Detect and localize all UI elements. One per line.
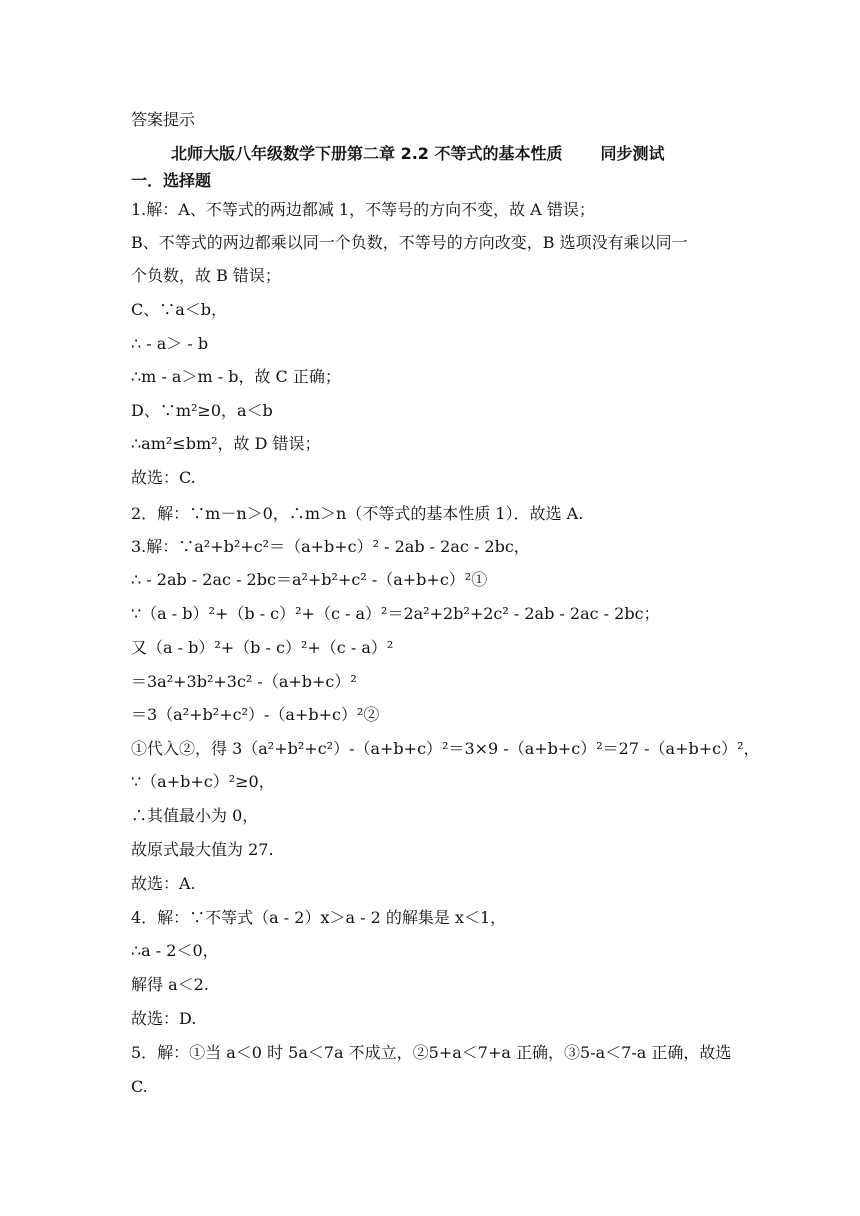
answer-line: 又（a - b）²+（b - c）²+（c - a）² [131,638,394,657]
answer-line: ∵（a - b）²+（b - c）²+（c - a）²＝2a²+2b²+2c² - 2ab - 2ac - 2bc； [131,604,660,623]
answer-line: ∴a - 2＜0， [131,941,219,960]
answer-line: 故原式最大值为 27. [131,840,274,859]
answer-line: D、∵m²≥0，a＜b [131,401,273,420]
answer-line: 故选：C. [131,468,196,487]
answer-line: ∴ - a＞ - b [131,334,209,353]
answer-line: 个负数，故 B 错误； [131,266,281,285]
answer-line: 2．解：∵m－n＞0，∴m＞n（不等式的基本性质 1）．故选 A. [131,504,584,523]
answer-line: 故选：D. [131,1009,197,1028]
answer-line: 故选：A. [131,874,196,893]
answer-line: C、∵a＜b， [131,300,228,319]
answer-line: ＝3（a²+b²+c²）-（a+b+c）²② [131,705,380,724]
answer-line: ∴其值最小为 0， [131,806,259,825]
answer-line: 5．解：①当 a＜0 时 5a＜7a 不成立，②5+a＜7+a 正确，③5-a＜7-a 正确，故选 [131,1043,732,1062]
title-tail: 同步测试 [600,144,665,163]
answer-line: 解得 a＜2. [131,975,209,994]
answer-line: 1.解：A、不等式的两边都减 1，不等号的方向不变，故 A 错误； [131,200,595,219]
answer-line: B、不等式的两边都乘以同一个负数，不等号的方向改变，B 选项没有乘以同一 [131,233,688,252]
section-heading: 一．选择题 [131,171,212,190]
answer-line: ∵（a+b+c）²≥0， [131,772,275,791]
answer-line: ＝3a²+3b²+3c² -（a+b+c）² [131,672,357,691]
answer-line: ①代入②，得 3（a²+b²+c²）-（a+b+c）²＝3×9 -（a+b+c）²＝27 -（a+b+c）²， [131,739,760,758]
answer-line: ∴m - a＞m - b，故 C 正确； [131,367,341,386]
answer-line: ∴am²≤bm²，故 D 错误； [131,434,321,453]
answer-line: C. [131,1077,148,1096]
title-main: 北师大版八年级数学下册第二章 2.2 不等式的基本性质 [171,144,563,163]
answer-line: ∴ - 2ab - 2ac - 2bc＝a²+b²+c² -（a+b+c）²① [131,570,488,589]
page-title [171,144,665,164]
answer-line: 3.解：∵a²+b²+c²＝（a+b+c）² - 2ab - 2ac - 2bc， [131,537,530,556]
answer-line: 4．解：∵不等式（a - 2）x＞a - 2 的解集是 x＜1， [131,908,507,927]
answer-hint-label: 答案提示 [131,110,196,129]
